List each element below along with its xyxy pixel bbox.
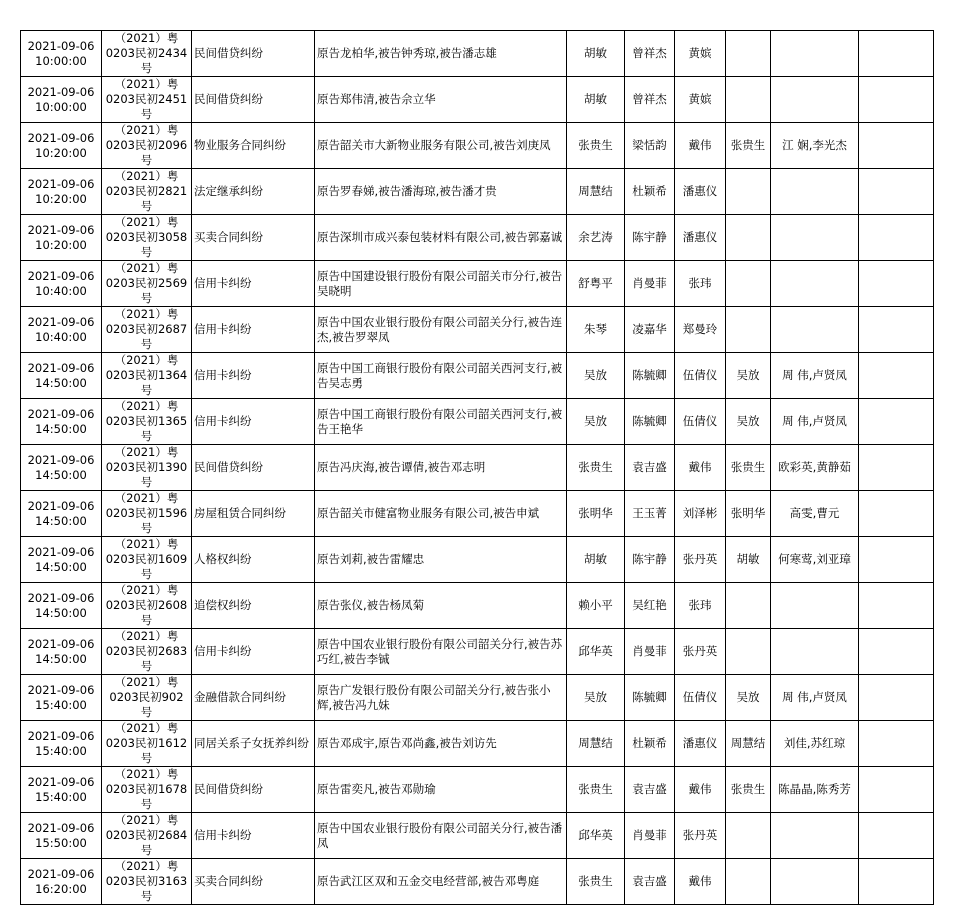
hearing-time-cell: 2021-09-06 15:40:00	[21, 675, 102, 721]
presiding-judge-cell: 余艺涛	[567, 215, 625, 261]
juror-cell: 吴放	[726, 675, 771, 721]
case-type-cell: 民间借贷纠纷	[192, 767, 315, 813]
case-number-cell: （2021）粤0203民初1596号	[102, 491, 192, 537]
juror-cell	[726, 813, 771, 859]
juror-cell: 胡敏	[726, 537, 771, 583]
clerk-cell: 张丹英	[675, 537, 726, 583]
hearing-time-cell: 2021-09-06 14:50:00	[21, 399, 102, 445]
case-number-cell: （2021）粤0203民初3163号	[102, 859, 192, 905]
juror-names-cell: 江 娴,李光杰	[771, 123, 859, 169]
juror-names-cell: 刘佳,苏红琼	[771, 721, 859, 767]
parties-cell: 原告韶关市大新物业服务有限公司,被告刘庚凤	[315, 123, 567, 169]
table-row	[21, 31, 934, 77]
case-type-cell: 人格权纠纷	[192, 537, 315, 583]
case-type-cell: 民间借贷纠纷	[192, 445, 315, 491]
judge-cell: 陈宇静	[625, 215, 675, 261]
judge-cell: 陈毓卿	[625, 399, 675, 445]
case-number-cell: （2021）粤0203民初2434号	[102, 31, 192, 77]
hearing-time-cell: 2021-09-06 15:50:00	[21, 813, 102, 859]
empty-cell	[859, 445, 934, 491]
case-number-cell: （2021）粤0203民初2569号	[102, 261, 192, 307]
judge-cell: 肖曼菲	[625, 813, 675, 859]
presiding-judge-cell: 吴放	[567, 675, 625, 721]
hearing-time-cell: 2021-09-06 10:20:00	[21, 123, 102, 169]
case-type-cell: 信用卡纠纷	[192, 813, 315, 859]
empty-cell	[859, 169, 934, 215]
hearing-time-cell: 2021-09-06 10:40:00	[21, 307, 102, 353]
empty-cell	[859, 491, 934, 537]
presiding-judge-cell: 舒粤平	[567, 261, 625, 307]
juror-cell: 吴放	[726, 399, 771, 445]
empty-cell	[859, 261, 934, 307]
parties-cell: 原告中国农业银行股份有限公司韶关分行,被告苏巧红,被告李铖	[315, 629, 567, 675]
presiding-judge-cell: 胡敏	[567, 537, 625, 583]
case-number-cell: （2021）粤0203民初1364号	[102, 353, 192, 399]
presiding-judge-cell: 张贵生	[567, 767, 625, 813]
juror-cell: 周慧结	[726, 721, 771, 767]
case-type-cell: 买卖合同纠纷	[192, 859, 315, 905]
parties-cell: 原告龙柏华,被告钟秀琼,被告潘志雄	[315, 31, 567, 77]
juror-names-cell: 欧彩英,黄静茹	[771, 445, 859, 491]
table-row	[21, 123, 934, 169]
table-row	[21, 537, 934, 583]
juror-names-cell	[771, 629, 859, 675]
juror-names-cell: 陈晶晶,陈秀芳	[771, 767, 859, 813]
case-number-cell: （2021）粤0203民初902号	[102, 675, 192, 721]
presiding-judge-cell: 张贵生	[567, 859, 625, 905]
hearing-time-cell: 2021-09-06 15:40:00	[21, 721, 102, 767]
table-row	[21, 77, 934, 123]
table-row	[21, 169, 934, 215]
clerk-cell: 张丹英	[675, 813, 726, 859]
juror-cell	[726, 77, 771, 123]
empty-cell	[859, 31, 934, 77]
case-number-cell: （2021）粤0203民初1609号	[102, 537, 192, 583]
empty-cell	[859, 77, 934, 123]
clerk-cell: 伍倩仪	[675, 675, 726, 721]
clerk-cell: 潘惠仪	[675, 721, 726, 767]
clerk-cell: 潘惠仪	[675, 215, 726, 261]
empty-cell	[859, 859, 934, 905]
juror-cell: 张明华	[726, 491, 771, 537]
juror-names-cell	[771, 813, 859, 859]
juror-cell	[726, 859, 771, 905]
presiding-judge-cell: 邱华英	[567, 629, 625, 675]
judge-cell: 陈毓卿	[625, 353, 675, 399]
table-row	[21, 767, 934, 813]
case-number-cell: （2021）粤0203民初2451号	[102, 77, 192, 123]
clerk-cell: 张玮	[675, 583, 726, 629]
juror-cell: 张贵生	[726, 123, 771, 169]
judge-cell: 肖曼菲	[625, 261, 675, 307]
case-number-cell: （2021）粤0203民初2687号	[102, 307, 192, 353]
parties-cell: 原告广发银行股份有限公司韶关分行,被告张小辉,被告冯九妹	[315, 675, 567, 721]
parties-cell: 原告雷奕凡,被告邓勋瑜	[315, 767, 567, 813]
parties-cell: 原告深圳市成兴泰包装材料有限公司,被告郭嘉诚	[315, 215, 567, 261]
presiding-judge-cell: 胡敏	[567, 31, 625, 77]
clerk-cell: 伍倩仪	[675, 353, 726, 399]
clerk-cell: 黄嫔	[675, 77, 726, 123]
case-number-cell: （2021）粤0203民初1365号	[102, 399, 192, 445]
juror-names-cell	[771, 215, 859, 261]
empty-cell	[859, 721, 934, 767]
presiding-judge-cell: 张贵生	[567, 123, 625, 169]
judge-cell: 陈宇静	[625, 537, 675, 583]
presiding-judge-cell: 赖小平	[567, 583, 625, 629]
judge-cell: 王玉菁	[625, 491, 675, 537]
empty-cell	[859, 583, 934, 629]
presiding-judge-cell: 周慧结	[567, 169, 625, 215]
juror-cell	[726, 31, 771, 77]
presiding-judge-cell: 吴放	[567, 399, 625, 445]
parties-cell: 原告冯庆海,被告谭倩,被告邓志明	[315, 445, 567, 491]
parties-cell: 原告中国工商银行股份有限公司韶关西河支行,被告王艳华	[315, 399, 567, 445]
empty-cell	[859, 813, 934, 859]
case-type-cell: 追偿权纠纷	[192, 583, 315, 629]
judge-cell: 杜颖希	[625, 721, 675, 767]
juror-names-cell	[771, 859, 859, 905]
hearing-time-cell: 2021-09-06 10:40:00	[21, 261, 102, 307]
juror-cell	[726, 583, 771, 629]
empty-cell	[859, 353, 934, 399]
juror-cell	[726, 307, 771, 353]
empty-cell	[859, 629, 934, 675]
hearing-time-cell: 2021-09-06 10:20:00	[21, 169, 102, 215]
presiding-judge-cell: 张贵生	[567, 445, 625, 491]
parties-cell: 原告刘莉,被告雷耀忠	[315, 537, 567, 583]
juror-names-cell	[771, 169, 859, 215]
clerk-cell: 郑曼玲	[675, 307, 726, 353]
table-row	[21, 813, 934, 859]
juror-cell	[726, 261, 771, 307]
juror-cell: 吴放	[726, 353, 771, 399]
parties-cell: 原告郑伟清,被告佘立华	[315, 77, 567, 123]
presiding-judge-cell: 吴放	[567, 353, 625, 399]
parties-cell: 原告中国工商银行股份有限公司韶关西河支行,被告吴志勇	[315, 353, 567, 399]
juror-cell	[726, 169, 771, 215]
case-number-cell: （2021）粤0203民初2684号	[102, 813, 192, 859]
table-row	[21, 721, 934, 767]
parties-cell: 原告中国农业银行股份有限公司韶关分行,被告连杰,被告罗翠凤	[315, 307, 567, 353]
judge-cell: 袁吉盛	[625, 859, 675, 905]
juror-names-cell	[771, 261, 859, 307]
case-number-cell: （2021）粤0203民初1612号	[102, 721, 192, 767]
case-type-cell: 买卖合同纠纷	[192, 215, 315, 261]
parties-cell: 原告韶关市健富物业服务有限公司,被告申斌	[315, 491, 567, 537]
presiding-judge-cell: 胡敏	[567, 77, 625, 123]
case-type-cell: 信用卡纠纷	[192, 399, 315, 445]
hearing-time-cell: 2021-09-06 15:40:00	[21, 767, 102, 813]
case-type-cell: 民间借贷纠纷	[192, 31, 315, 77]
case-number-cell: （2021）粤0203民初2096号	[102, 123, 192, 169]
judge-cell: 曾祥杰	[625, 77, 675, 123]
clerk-cell: 刘泽彬	[675, 491, 726, 537]
case-type-cell: 房屋租赁合同纠纷	[192, 491, 315, 537]
case-type-cell: 信用卡纠纷	[192, 261, 315, 307]
table-row	[21, 399, 934, 445]
case-type-cell: 民间借贷纠纷	[192, 77, 315, 123]
empty-cell	[859, 399, 934, 445]
judge-cell: 肖曼菲	[625, 629, 675, 675]
hearing-time-cell: 2021-09-06 14:50:00	[21, 445, 102, 491]
juror-names-cell: 高雯,曹元	[771, 491, 859, 537]
clerk-cell: 伍倩仪	[675, 399, 726, 445]
parties-cell: 原告中国建设银行股份有限公司韶关市分行,被告吴晓明	[315, 261, 567, 307]
clerk-cell: 张丹英	[675, 629, 726, 675]
hearing-time-cell: 2021-09-06 14:50:00	[21, 629, 102, 675]
judge-cell: 吴红艳	[625, 583, 675, 629]
juror-names-cell: 周 伟,卢贤凤	[771, 399, 859, 445]
table-body	[21, 31, 934, 905]
parties-cell: 原告罗春娣,被告潘海琼,被告潘才贵	[315, 169, 567, 215]
empty-cell	[859, 307, 934, 353]
table-row	[21, 583, 934, 629]
juror-cell: 张贵生	[726, 767, 771, 813]
table-row	[21, 215, 934, 261]
parties-cell: 原告武江区双和五金交电经营部,被告邓粤庭	[315, 859, 567, 905]
clerk-cell: 戴伟	[675, 859, 726, 905]
clerk-cell: 戴伟	[675, 123, 726, 169]
case-type-cell: 信用卡纠纷	[192, 629, 315, 675]
table-row	[21, 859, 934, 905]
case-type-cell: 物业服务合同纠纷	[192, 123, 315, 169]
case-type-cell: 法定继承纠纷	[192, 169, 315, 215]
presiding-judge-cell: 周慧结	[567, 721, 625, 767]
clerk-cell: 潘惠仪	[675, 169, 726, 215]
case-number-cell: （2021）粤0203民初3058号	[102, 215, 192, 261]
clerk-cell: 戴伟	[675, 445, 726, 491]
presiding-judge-cell: 张明华	[567, 491, 625, 537]
hearing-time-cell: 2021-09-06 10:20:00	[21, 215, 102, 261]
judge-cell: 袁吉盛	[625, 445, 675, 491]
judge-cell: 凌嘉华	[625, 307, 675, 353]
empty-cell	[859, 215, 934, 261]
juror-names-cell	[771, 583, 859, 629]
empty-cell	[859, 767, 934, 813]
juror-names-cell: 周 伟,卢贤凤	[771, 675, 859, 721]
juror-cell	[726, 629, 771, 675]
case-number-cell: （2021）粤0203民初1678号	[102, 767, 192, 813]
clerk-cell: 黄嫔	[675, 31, 726, 77]
hearing-time-cell: 2021-09-06 14:50:00	[21, 491, 102, 537]
hearing-time-cell: 2021-09-06 16:20:00	[21, 859, 102, 905]
hearing-time-cell: 2021-09-06 10:00:00	[21, 77, 102, 123]
case-type-cell: 金融借款合同纠纷	[192, 675, 315, 721]
judge-cell: 梁恬韵	[625, 123, 675, 169]
case-number-cell: （2021）粤0203民初1390号	[102, 445, 192, 491]
parties-cell: 原告邓成宇,原告邓尚鑫,被告刘访先	[315, 721, 567, 767]
table-row	[21, 445, 934, 491]
case-type-cell: 同居关系子女抚养纠纷	[192, 721, 315, 767]
table-row	[21, 491, 934, 537]
hearing-time-cell: 2021-09-06 14:50:00	[21, 583, 102, 629]
juror-cell: 张贵生	[726, 445, 771, 491]
table-row	[21, 307, 934, 353]
judge-cell: 曾祥杰	[625, 31, 675, 77]
empty-cell	[859, 537, 934, 583]
empty-cell	[859, 123, 934, 169]
clerk-cell: 张玮	[675, 261, 726, 307]
judge-cell: 陈毓卿	[625, 675, 675, 721]
hearing-time-cell: 2021-09-06 14:50:00	[21, 353, 102, 399]
empty-cell	[859, 675, 934, 721]
case-type-cell: 信用卡纠纷	[192, 307, 315, 353]
case-number-cell: （2021）粤0203民初2608号	[102, 583, 192, 629]
parties-cell: 原告中国农业银行股份有限公司韶关分行,被告潘凤	[315, 813, 567, 859]
juror-cell	[726, 215, 771, 261]
judge-cell: 杜颖希	[625, 169, 675, 215]
clerk-cell: 戴伟	[675, 767, 726, 813]
table-row	[21, 353, 934, 399]
table-row	[21, 675, 934, 721]
presiding-judge-cell: 邱华英	[567, 813, 625, 859]
case-number-cell: （2021）粤0203民初2821号	[102, 169, 192, 215]
table-row	[21, 261, 934, 307]
hearing-time-cell: 2021-09-06 14:50:00	[21, 537, 102, 583]
juror-names-cell: 周 伟,卢贤凤	[771, 353, 859, 399]
juror-names-cell	[771, 31, 859, 77]
juror-names-cell	[771, 77, 859, 123]
presiding-judge-cell: 朱琴	[567, 307, 625, 353]
judge-cell: 袁吉盛	[625, 767, 675, 813]
case-number-cell: （2021）粤0203民初2683号	[102, 629, 192, 675]
juror-names-cell	[771, 307, 859, 353]
table-row	[21, 629, 934, 675]
juror-names-cell: 何寒莺,刘亚璋	[771, 537, 859, 583]
hearing-schedule-table	[20, 30, 934, 905]
parties-cell: 原告张仪,被告杨凤菊	[315, 583, 567, 629]
hearing-time-cell: 2021-09-06 10:00:00	[21, 31, 102, 77]
case-type-cell: 信用卡纠纷	[192, 353, 315, 399]
